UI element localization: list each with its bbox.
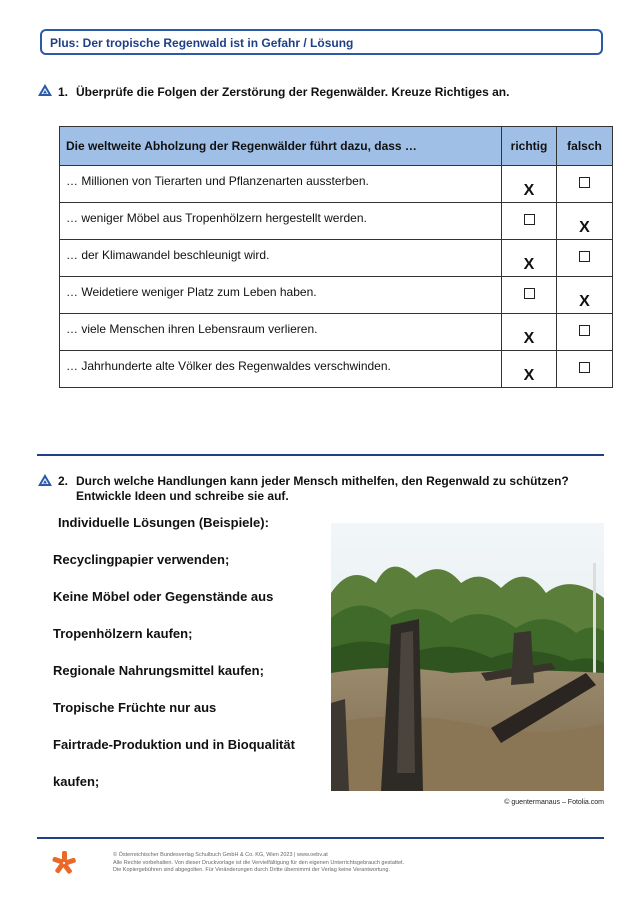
falsch-cell: [557, 351, 613, 388]
table-row: [60, 240, 613, 277]
photo-credit: © guentermanaus – Fotolia.com: [504, 799, 604, 806]
statement-cell: … Millionen von Tierarten und Pflanzenarten aussterben.: [60, 166, 502, 203]
task-triangle-icon: [38, 84, 52, 96]
footer-line: Alle Rechte vorbehalten. Von dieser Druckvorlage ist die Vervielfältigung für den eigenen Unterrichtsgebrauch gestattet.: [113, 859, 405, 866]
task1-title: Überprüfe die Folgen der Zerstörung der Regenwälder. Kreuze Richtiges an.: [76, 85, 510, 99]
task2-title-line2: Entwickle Ideen und schreibe sie auf.: [76, 489, 289, 503]
cross-mark: X: [579, 293, 590, 310]
solution-line: Regionale Nahrungsmittel kaufen;: [53, 663, 264, 678]
publisher-logo: [51, 850, 77, 876]
section-divider: [37, 454, 604, 456]
task1-table: [59, 126, 613, 388]
empty-checkbox: [579, 251, 590, 262]
statement-cell: … der Klimawandel beschleunigt wird.: [60, 240, 502, 277]
cross-mark: X: [523, 256, 535, 273]
table-row: [60, 314, 613, 351]
solution-line: kaufen;: [53, 774, 100, 789]
solution-line: Tropische Früchte nur aus: [53, 700, 217, 715]
footer-divider: [37, 837, 604, 839]
solution-line: Tropenhölzern kaufen;: [53, 626, 193, 641]
empty-checkbox: [579, 325, 590, 336]
richtig-cell: [502, 240, 557, 277]
table-row: [60, 351, 613, 388]
footer-text: [113, 852, 404, 875]
falsch-cell: [557, 277, 613, 314]
solution-line: Recyclingpapier verwenden;: [53, 552, 230, 567]
statement-cell: … viele Menschen ihren Lebensraum verlieren.: [60, 314, 502, 351]
falsch-cell: [557, 166, 613, 203]
falsch-cell: [557, 240, 613, 277]
footer-line: © Österreichischer Bundesverlag Schulbuch GmbH & Co. KG, Wien 2023 | www.oebv.at: [113, 852, 328, 858]
table-header-richtig: richtig: [502, 127, 557, 166]
footer-line: Die Kopiergebühren sind abgegolten. Für Veränderungen durch Dritte übernimmt der Verlag keine Verantwortung.: [113, 867, 391, 873]
cross-mark: X: [523, 367, 535, 384]
solution-line: Fairtrade-Produktion und in Bioqualität: [53, 737, 295, 752]
table-header-row: [60, 127, 613, 166]
richtig-cell: [502, 166, 557, 203]
richtig-cell: [502, 351, 557, 388]
solution-heading: Individuelle Lösungen (Beispiele):: [58, 515, 269, 530]
table-row: [60, 166, 613, 203]
deforestation-photo: [331, 523, 604, 791]
task1-number: 1.: [58, 85, 69, 99]
empty-checkbox: [579, 177, 590, 188]
falsch-cell: [557, 203, 613, 240]
richtig-cell: [502, 203, 557, 240]
statement-cell: … Weidetiere weniger Platz zum Leben haben.: [60, 277, 502, 314]
table-row: [60, 203, 613, 240]
task2-title-line1: Durch welche Handlungen kann jeder Mensch mithelfen, den Regenwald zu schützen?: [76, 474, 569, 488]
richtig-cell: [502, 314, 557, 351]
task-triangle-icon: [38, 474, 52, 486]
cross-mark: X: [523, 182, 535, 199]
cross-mark: X: [579, 219, 590, 236]
table-header-falsch: falsch: [557, 127, 613, 166]
cross-mark: X: [523, 330, 535, 347]
empty-checkbox: [524, 214, 535, 225]
falsch-cell: [557, 314, 613, 351]
statement-cell: … Jahrhunderte alte Völker des Regenwaldes verschwinden.: [60, 351, 502, 388]
empty-checkbox: [579, 362, 590, 373]
title-box: [40, 29, 603, 55]
page-title: Plus: Der tropische Regenwald ist in Gefahr / Lösung: [50, 36, 354, 50]
solution-line: Keine Möbel oder Gegenstände aus: [53, 589, 274, 604]
empty-checkbox: [524, 288, 535, 299]
table-header-statement: Die weltweite Abholzung der Regenwälder führt dazu, dass …: [60, 127, 502, 166]
richtig-cell: [502, 277, 557, 314]
statement-cell: … weniger Möbel aus Tropenhölzern hergestellt werden.: [60, 203, 502, 240]
table-row: [60, 277, 613, 314]
task2-number: 2.: [58, 474, 69, 488]
